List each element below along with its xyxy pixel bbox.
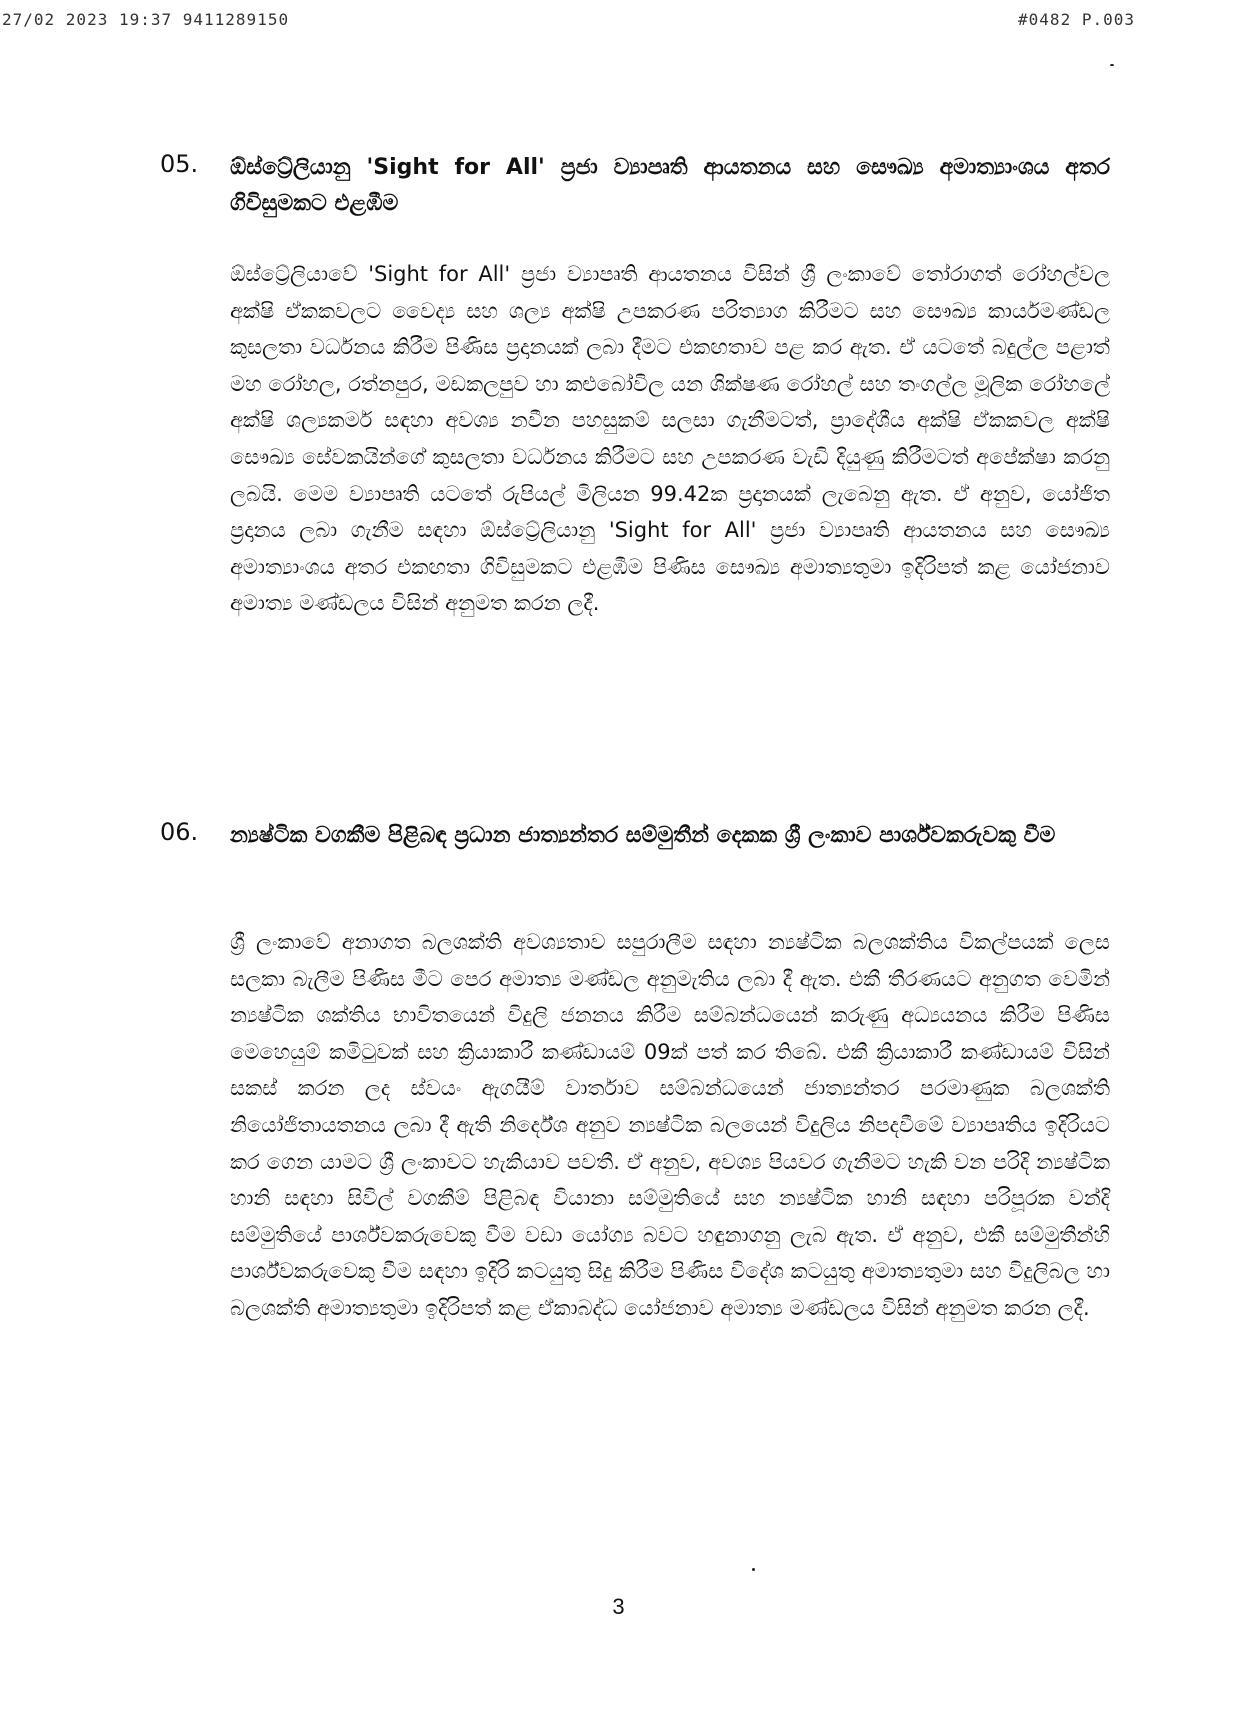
section-number: 06. (160, 818, 199, 846)
section-body: ශ්‍රී ලංකාවේ අනාගත බලශක්ති අවශ්‍යතාව සපුරාලීම සඳහා න්‍යෂ්ටික බලශක්තිය විකල්පයක් ලෙස සලකා බැලීම පිණිස මීට පෙර අමාත්‍ය මණ්ඩල අනුමැතිය ලබා දී ඇත. එකී තීරණයට අනුගත වෙමින් න්‍යෂ්ටික ශක්තිය භාවිතයෙන් විදුලි ජනනය කිරීම සම්බන්ධයෙන් කරුණු අධ්‍යයනය කිරීම පිණිස මෙහෙයුම් කමිටුවක් සහ ක්‍රියාකාරී කණ්ඩායම් 09ක් පත් කර තිබේ. එකී ක්‍රියාකාරී කණ්ඩායම් විසින් සකස් කරන ලද ස්වයං ඇගයීම් වාර්තාව සම්බන්ධයෙන් ජාත්‍යන්තර පරමාණුක බලශක්ති නියෝජිතායතනය ලබා දී ඇති නිර්දේශ අනුව න්‍යෂ්ටික බලයෙන් විදුලිය නිපදවීමේ ව්‍යාපෘතිය ඉදිරියට කර ගෙන යාමට ශ්‍රී ලංකාවට හැකියාව පවතී. ඒ අනුව, අවශ්‍ය පියවර ගැනීමට හැකි වන පරිදි න්‍යෂ්ටික හානි සඳහා සිවිල් වගකීම් පිළිබඳ වියානා සම්මුතියේ සහ න්‍යෂ්ටික හානි සඳහා පරිපූරක වන්දි සම්මුතියේ පාර්ශ්වකරුවෙකු වීම වඩා යෝග්‍ය බවට හඳුනාගනු ලැබ ඇත. ඒ අනුව, එකී සම්මුතීන්හි පාර්ශ්වකරුවෙකු වීම සඳහා ඉදිරි කටයුතු සිදු කිරීම පිණිස විදේශ කටයුතු අමාත්‍යතුමා සහ විදුලිබල හා බලශක්ති අමාත්‍යතුමා ඉදිරිපත් කළ ඒකාබද්ධ යෝජනාව අමාත්‍ය මණ්ඩලය විසින් අනුමත කරන ලදී. (230, 930, 1110, 1320)
section-number: 05. (160, 150, 199, 178)
section-title: න්‍යෂ්ටික වගකීම පිළිබඳ ප්‍රධාන ජාත්‍යන්තර සම්මුතීන් දෙකක ශ්‍රී ලංකාව පාර්ශ්වකරුවකු වීම (230, 823, 1056, 848)
section-body: ඕස්ට්‍රේලියාවේ 'Sight for All' ප්‍රජා ව්‍යාපෘති ආයතනය විසින් ශ්‍රී ලංකාවේ තෝරාගත් රෝහල්වල අක්ෂි ඒකකවලට වෛද්‍ය සහ ශල්‍ය අක්ෂි උපකරණ පරිත්‍යාග කිරීමට සහ සෞඛ්‍ය කාර්යමණ්ඩල කුසලතා වර්ධනය කිරීම පිණිස ප්‍රදානයක් ලබා දීමට එකඟතාව පළ කර ඇත. ඒ යටතේ බදුල්ල පළාත් මහ රෝහල, රත්නපුර, මඩකලපුව හා කළුබෝවිල යන ශික්ෂණ රෝහල් සහ තංගල්ල මූලික රෝහලේ අක්ෂි ශල්‍යකර්ම සඳහා අවශ්‍ය නවීන පහසුකම් සලසා ගැනීමටත්, ප්‍රාදේශීය අක්ෂි ඒකකවල අක්ෂි සෞඛ්‍ය සේවකයින්ගේ කුසලතා වර්ධනය කිරීමට සහ උපකරණ වැඩි දියුණු කිරීමටත් අපේක්ෂා කරනු ලබයි. මෙම ව්‍යාපෘති යටතේ රුපියල් මිලියන 99.42ක ප්‍රදානයක් ලැබෙනු ඇත. ඒ අනුව, යෝජිත ප්‍රදානය ලබා ගැනීම සඳහා ඕස්ට්‍රේලියානු 'Sight for All' ප්‍රජා ව්‍යාපෘති ආයතනය සහ සෞඛ්‍ය අමාත්‍යාංශය අතර එකඟතා ගිවිසුමකට එළඹීම පිණිස සෞඛ්‍ය අමාත්‍යතුමා ඉදිරිපත් කළ යෝජනාව අමාත්‍ය මණ්ඩලය විසින් අනුමත කරන ලදී. (230, 262, 1110, 616)
scan-speck (1110, 64, 1114, 66)
fax-header (0, 10, 1237, 34)
scan-speck (752, 1568, 755, 1571)
fax-page-reference: #0482 P.003 (1018, 10, 1135, 29)
page-number: 3 (612, 1594, 625, 1619)
fax-transmission-info: 27/02 2023 19:37 9411289150 (2, 10, 290, 29)
section-title: ඕස්ට්‍රේලියානු 'Sight for All' ප්‍රජා ව්‍යාපෘති ආයතනය සහ සෞඛ්‍ය අමාත්‍යාංශය අතර ගිවිසුමකට එළඹීම (230, 155, 1110, 216)
